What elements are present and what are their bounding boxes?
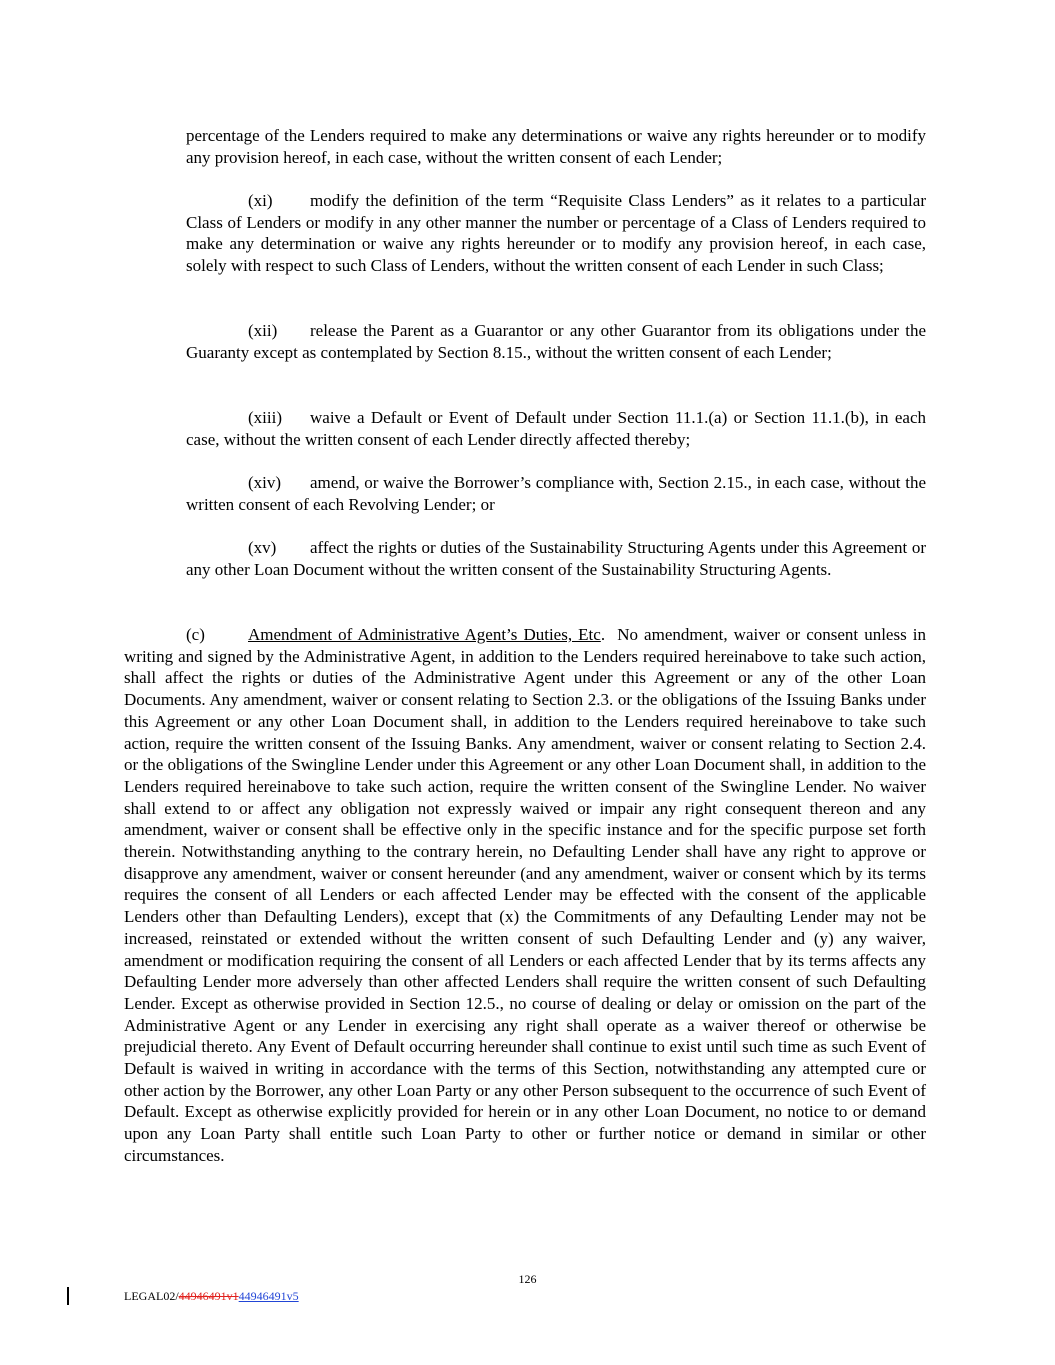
clause-text: waive a Default or Event of Default under Section 11.1.(a) or Section 11.1.(b), in each case, without the written consent of each Lender directly affected thereby; — [186, 408, 926, 449]
continuation-text: percentage of the Lenders required to make any determinations or waive any rights hereunder or to modify any provision hereof, in each case, without the written consent of each Lender; — [186, 126, 926, 167]
clause-number: (xv) — [248, 538, 277, 557]
doc-id-prefix: LEGAL02/ — [124, 1289, 179, 1303]
continuation-paragraph — [186, 125, 926, 168]
clause-xii — [186, 320, 926, 363]
section-heading: Amendment of Administrative Agent’s Duties, Etc — [248, 625, 601, 644]
clause-number: (xi) — [248, 191, 273, 210]
inserted-doc-id: 44946491v5 — [238, 1289, 299, 1303]
clause-xi — [186, 190, 926, 277]
page-number: 126 — [518, 1272, 537, 1286]
section-number: (c) — [186, 625, 205, 644]
change-bar — [67, 1287, 69, 1305]
clause-xv — [186, 537, 926, 580]
clause-text: modify the definition of the term “Requisite Class Lenders” as it relates to a particular Class of Lenders or modify in any other manner the number or percentage of a Class of Lenders required to make any determination or waive any rights hereunder or to modify any provision hereof, in each case, solely with respect to such Class of Lenders, without the written consent of each Lender in such Class; — [186, 191, 926, 276]
clause-text: affect the rights or duties of the Sustainability Structuring Agents under this Agreement or any other Loan Document without the written consent of the Sustainability Structuring Agents. — [186, 538, 926, 579]
clause-number: (xiv) — [248, 473, 282, 492]
clause-xiii — [186, 407, 926, 450]
clause-text: release the Parent as a Guarantor or any other Guarantor from its obligations under the Guaranty except as contemplated by Section 8.15., without the written consent of each Lender; — [186, 321, 926, 362]
clause-xiv — [186, 472, 926, 515]
section-heading-period: . — [600, 625, 606, 644]
section-text: No amendment, waiver or consent unless in writing and signed by the Administrative Agent, in addition to the Lenders required hereinabove to take such action, shall affect the rights or duties of the Administrative Agent under this Agreement or any of the other Loan Documents. Any amendment, waiver or consent relating to Section 2.3. or the obligations of the Issuing Banks under this Agreement or any other Loan Document shall, in addition to the Lenders required hereinabove to take such action, require the written consent of the Issuing Banks. Any amendment, waiver or consent relating to Section 2.4. or the obligations of the Swingline Lender under this Agreement or any other Loan Document shall, in addition to the Lenders required hereinabove to take such action, require the written consent of the Swingline Lender. No waiver shall extend to or affect any obligation not expressly waived or impair any right consequent thereon and any amendment, waiver or consent shall be effective only in the specific instance and for the specific purpose set forth therein. Notwithstanding anything to the contrary herein, no Defaulting Lender shall have any right to approve or disapprove any amendment, waiver or consent hereunder (and any amendment, waiver or consent which by its terms requires the consent of all Lenders or each affected Lender may be effected with the consent of the applicable Lenders other than Defaulting Lenders), except that (x) the Commitments of any Defaulting Lender may not be increased, reinstated or extended without the written consent of such Defaulting Lender and (y) any waiver, amendment or modification requiring the consent of all Lenders or each affected Lender that by its terms affects any Defaulting Lender more adversely than other affected Lenders shall require the written consent of such Defaulting Lender. Except as otherwise provided in Section 12.5., no course of dealing or delay or omission on the part of the Administrative Agent or any Lender in exercising any right shall operate as a waiver thereof or otherwise be prejudicial thereto. Any Event of Default occurring hereunder shall continue to exist until such time as such Event of Default is waived in writing in accordance with the terms of this Section, notwithstanding any attempted cure or other action by the Borrower, any other Loan Party or any other Person subsequent to the occurrence of such Event of Default. Except as otherwise explicitly provided for herein or in any other Loan Document, no notice to or demand upon any Loan Party shall entitle such Loan Party to other or further notice or demand in similar or other circumstances. — [124, 625, 926, 1165]
clause-number: (xii) — [248, 321, 278, 340]
document-footer — [124, 1289, 299, 1303]
clause-number: (xiii) — [248, 408, 282, 427]
deleted-doc-id: 44946491v1 — [178, 1289, 239, 1303]
clause-text: amend, or waive the Borrower’s compliance with, Section 2.15., in each case, without the written consent of each Revolving Lender; or — [186, 473, 926, 514]
section-c — [124, 624, 926, 1167]
